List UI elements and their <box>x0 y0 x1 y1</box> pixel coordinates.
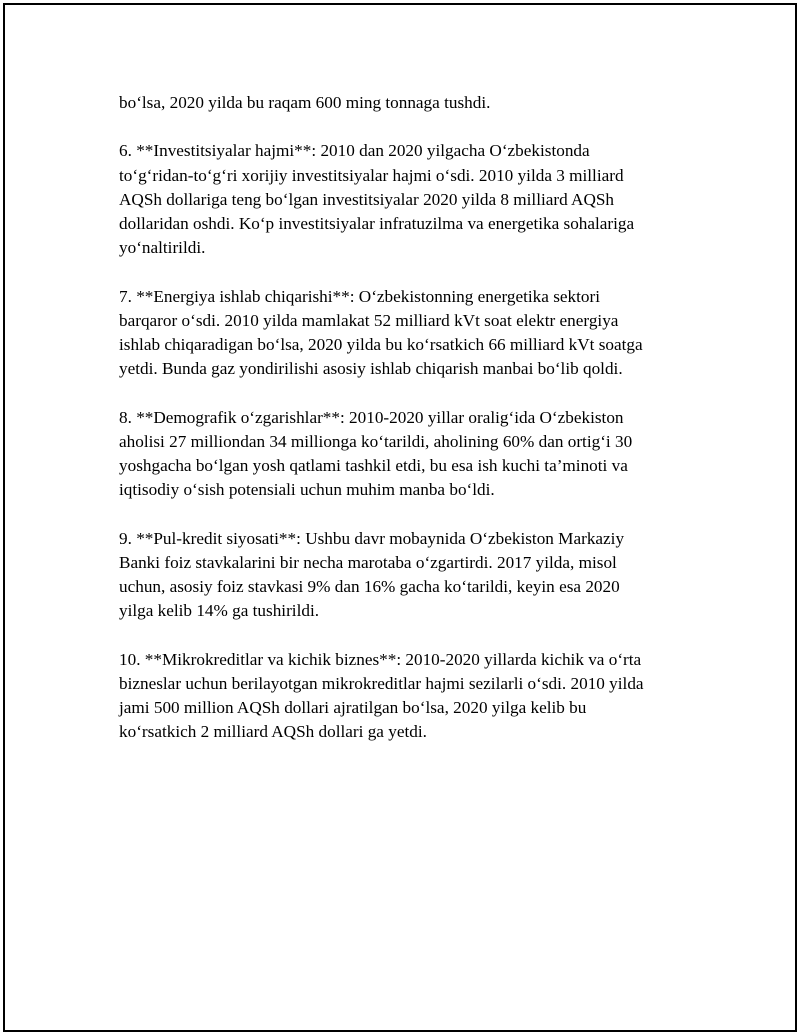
paragraph-energy-production: 7. **Energiya ishlab chiqarishi**: O‘zbekistonning energetika sektori barqaror o‘sdi. 2010 yilda mamlakat 52 milliard kVt soat elektr energiya ishlab chiqaradigan bo‘lsa, 2020 yilda bu ko‘rsatkich 66 milliard kVt soatga yetdi. Bunda gaz yondirilishi asosiy ishlab chiqarish manbai bo‘lib qoldi. <box>119 286 643 379</box>
document-body <box>119 91 709 769</box>
paragraph-microcredits: 10. **Mikrokreditlar va kichik biznes**: 2010-2020 yillarda kichik va o‘rta bizneslar uchun berilayotgan mikrokreditlar hajmi sezilarli o‘sdi. 2010 yilda jami 500 million AQSh dollari ajratilgan bo‘lsa, 2020 yilga kelib bu ko‘rsatkich 2 milliard AQSh dollari ga yetdi. <box>119 649 644 742</box>
paragraph-monetary-policy: 9. **Pul-kredit siyosati**: Ushbu davr mobaynida O‘zbekiston Markaziy Banki foiz stavkalarini bir necha marotaba o‘zgartirdi. 2017 yilda, misol uchun, asosiy foiz stavkasi 9% dan 16% gacha ko‘tarildi, keyin esa 2020 yilga kelib 14% ga tushirildi. <box>119 528 625 621</box>
document-page <box>3 3 797 1032</box>
paragraph-continuation: bo‘lsa, 2020 yilda bu raqam 600 ming tonnaga tushdi. <box>119 93 491 112</box>
paragraph-demographic-changes: 8. **Demografik o‘zgarishlar**: 2010-2020 yillar oralig‘ida O‘zbekiston aholisi 27 milliondan 34 millionga ko‘tarildi, aholining 60% dan ortig‘i 30 yoshgacha bo‘lgan yosh qatlami tashkil etdi, bu esa ish kuchi ta’minoti va iqtisodiy o‘sish potensiali uchun muhim manba bo‘ldi. <box>119 407 633 500</box>
paragraph-investments: 6. **Investitsiyalar hajmi**: 2010 dan 2020 yilgacha O‘zbekistonda to‘g‘ridan-to‘g‘ri xorijiy investitsiyalar hajmi o‘sdi. 2010 yilda 3 milliard AQSh dollariga teng bo‘lgan investitsiyalar 2020 yilda 8 milliard AQSh dollaridan oshdi. Ko‘p investitsiyalar infratuzilma va energetika sohalariga yo‘naltirildi. <box>119 141 635 258</box>
